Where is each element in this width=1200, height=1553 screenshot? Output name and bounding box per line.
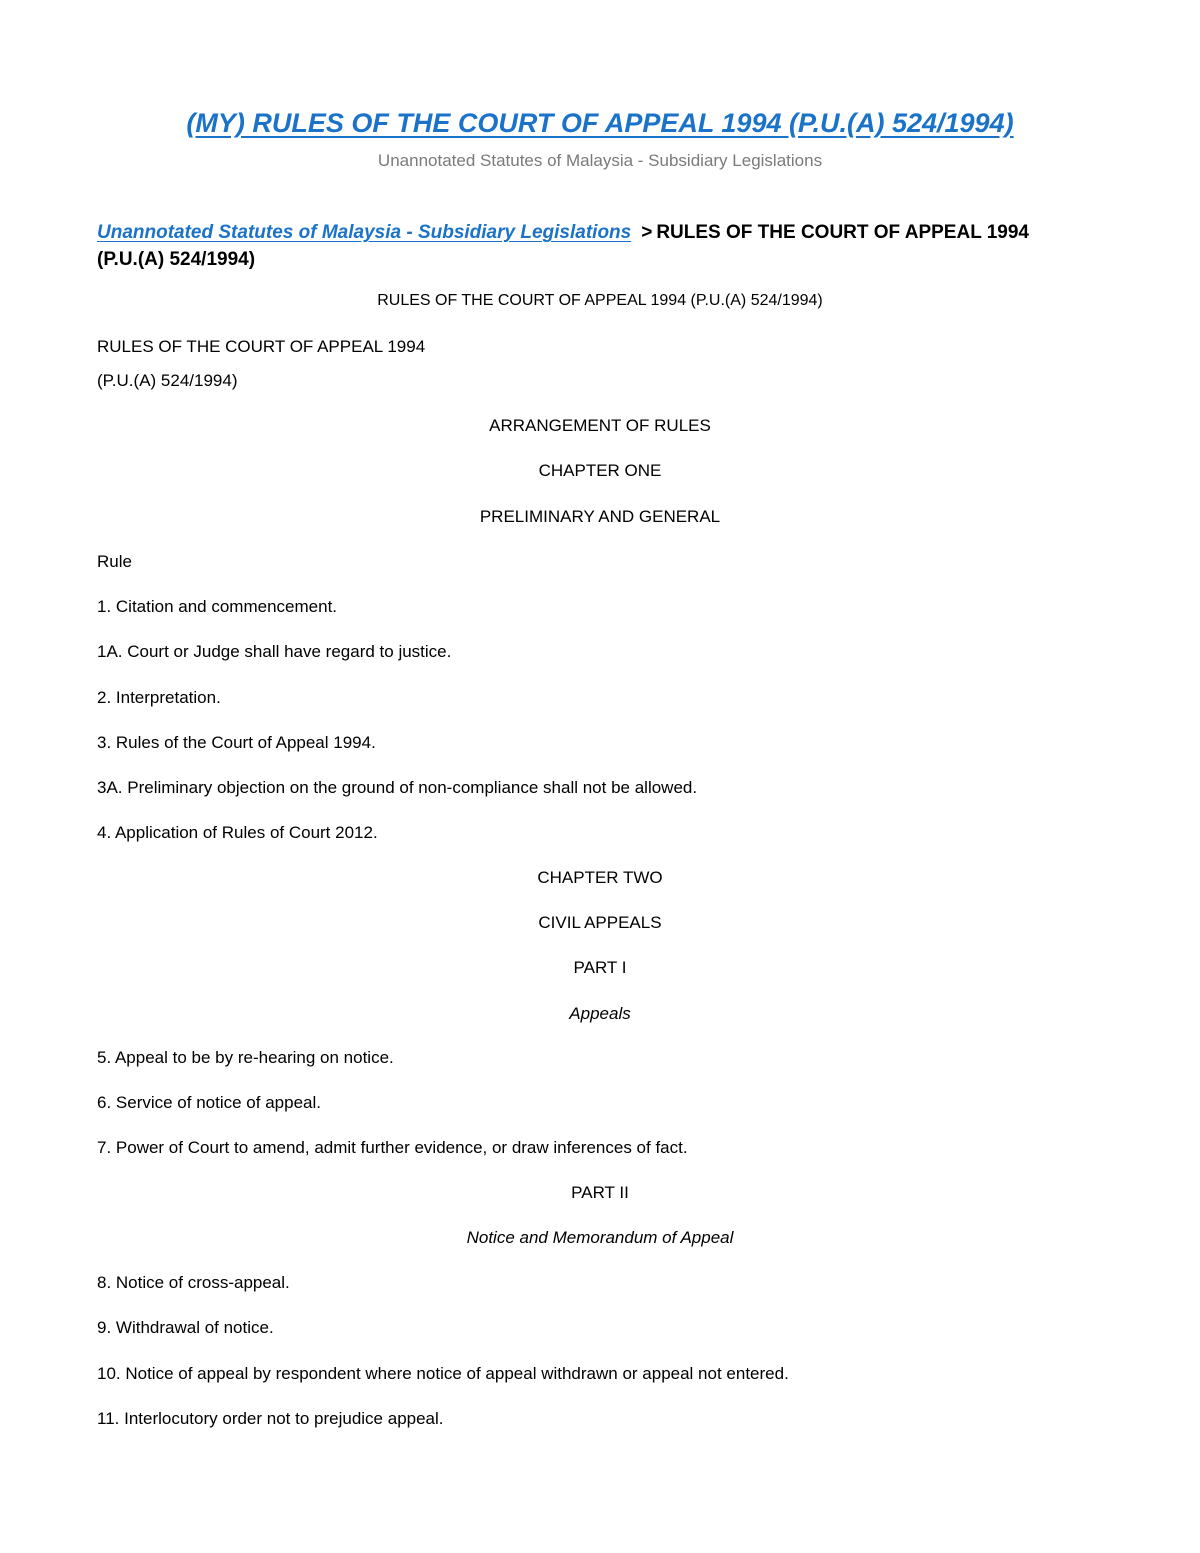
chapter-two-heading: CHAPTER TWO: [537, 868, 663, 887]
list-item: 8. Notice of cross-appeal.: [97, 1273, 290, 1292]
list-item: 1A. Court or Judge shall have regard to justice.: [97, 642, 452, 661]
list-item: 7. Power of Court to amend, admit further evidence, or draw inferences of fact.: [97, 1138, 688, 1157]
chapter-two-title: CIVIL APPEALS: [538, 913, 662, 932]
part-two-heading: PART II: [571, 1183, 629, 1202]
list-item: 6. Service of notice of appeal.: [97, 1093, 321, 1112]
act-name-line-2: (P.U.(A) 524/1994): [97, 371, 238, 390]
document-subtitle: Unannotated Statutes of Malaysia - Subsidiary Legislations: [377, 151, 823, 170]
list-item: 3. Rules of the Court of Appeal 1994.: [97, 733, 376, 752]
chapter-one-heading: CHAPTER ONE: [538, 461, 662, 480]
part-one-title: Appeals: [569, 1004, 631, 1023]
list-item: 5. Appeal to be by re-hearing on notice.: [97, 1048, 394, 1067]
rule-column-label: Rule: [97, 552, 132, 571]
breadcrumb: [97, 219, 1057, 273]
document-title-link[interactable]: (MY) RULES OF THE COURT OF APPEAL 1994 (P.U.(A) 524/1994): [186, 108, 1014, 138]
list-item: 1. Citation and commencement.: [97, 597, 338, 616]
chapter-one-title: PRELIMINARY AND GENERAL: [479, 507, 721, 526]
part-one-heading: PART I: [573, 958, 627, 977]
arrangement-heading: ARRANGEMENT OF RULES: [489, 416, 711, 435]
part-two-title: Notice and Memorandum of Appeal: [466, 1228, 734, 1247]
breadcrumb-separator: >: [641, 222, 653, 243]
list-item: 3A. Preliminary objection on the ground of non-compliance shall not be allowed.: [97, 778, 698, 797]
list-item: 4. Application of Rules of Court 2012.: [97, 823, 378, 842]
list-item: 9. Withdrawal of notice.: [97, 1318, 274, 1337]
act-name-line-1: RULES OF THE COURT OF APPEAL 1994: [97, 337, 426, 356]
list-item: 10. Notice of appeal by respondent where notice of appeal withdrawn or appeal not entered.: [97, 1364, 789, 1383]
document-heading: RULES OF THE COURT OF APPEAL 1994 (P.U.(A) 524/1994): [377, 292, 823, 309]
list-item: 11. Interlocutory order not to prejudice appeal.: [97, 1409, 444, 1428]
breadcrumb-current: RULES OF THE COURT OF APPEAL 1994 (P.U.(A) 524/1994): [97, 222, 1029, 270]
breadcrumb-link-collection[interactable]: Unannotated Statutes of Malaysia - Subsidiary Legislations: [97, 222, 632, 243]
list-item: 2. Interpretation.: [97, 688, 221, 707]
